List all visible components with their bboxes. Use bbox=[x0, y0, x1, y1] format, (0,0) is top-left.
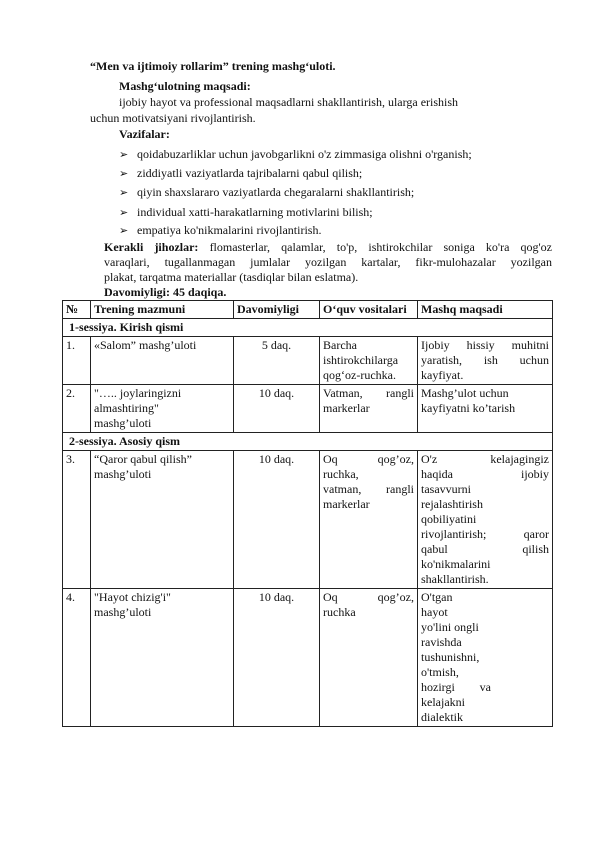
goal-text-line2: uchun motivatsiyani rivojlantirish. bbox=[90, 111, 256, 125]
row-number: 3. bbox=[63, 451, 91, 589]
row-number: 1. bbox=[63, 337, 91, 385]
equipment-line1 bbox=[104, 240, 552, 255]
goal-text-line1: ijobiy hayot va professional maqsadlarni shakllantirish, ularga erishish bbox=[119, 95, 459, 109]
section-row bbox=[63, 319, 553, 337]
arrow-bullet-icon: ➢ bbox=[119, 167, 129, 180]
table-row bbox=[63, 385, 553, 433]
row-duration: 5 daq. bbox=[234, 337, 320, 385]
row-duration: 10 daq. bbox=[234, 385, 320, 433]
task-item: ➢ qoidabuzarliklar uchun javobgarlikni o'z zimmasiga olishni o'rganish; bbox=[119, 147, 472, 161]
row-tools: Vatman, rangli markerlar bbox=[320, 385, 418, 433]
row-tools: Barcha ishtirokchilarga qog‘oz-ruchka. bbox=[320, 337, 418, 385]
header-goal: Mashq maqsadi bbox=[418, 301, 553, 319]
row-number: 4. bbox=[63, 589, 91, 727]
equipment-label: Kerakli jihozlar: bbox=[104, 240, 199, 254]
arrow-bullet-icon: ➢ bbox=[119, 224, 129, 237]
document-title: “Men va ijtimoiy rollarim” trening mashg‘uloti. bbox=[90, 59, 336, 73]
header-tools: O‘quv vositalari bbox=[320, 301, 418, 319]
training-table bbox=[62, 300, 553, 727]
row-duration: 10 daq. bbox=[234, 451, 320, 589]
row-content: "Hayot chizig'i" mashg’uloti bbox=[91, 589, 234, 727]
task-item: ➢ ziddiyatli vaziyatlarda tajribalarni qabul qilish; bbox=[119, 166, 363, 180]
arrow-bullet-icon: ➢ bbox=[119, 206, 129, 219]
table-row bbox=[63, 337, 553, 385]
equipment-line2: varaqlari, tugallanmagan jumlalar yozilgan kartalar, fikr-mulohazalar yozilgan bbox=[104, 255, 552, 269]
section-title: 2-sessiya. Asosiy qism bbox=[63, 433, 553, 451]
row-goal: Ijobiy hissiy muhitni yaratish, ish uchun kayfiyat. bbox=[418, 337, 553, 385]
row-content: "….. joylaringizni almashtiring" mashg’uloti bbox=[91, 385, 234, 433]
row-duration: 10 daq. bbox=[234, 589, 320, 727]
header-duration: Davomiyligi bbox=[234, 301, 320, 319]
row-content: «Salom” mashg’uloti bbox=[91, 337, 234, 385]
goal-heading: Mashg‘ulotning maqsadi: bbox=[119, 79, 251, 93]
row-number: 2. bbox=[63, 385, 91, 433]
table-row bbox=[63, 589, 553, 727]
header-number: № bbox=[63, 301, 91, 319]
header-content: Trening mazmuni bbox=[91, 301, 234, 319]
duration-text: Davomiyligi: 45 daqiqa. bbox=[104, 285, 227, 299]
row-tools: Oq qog’oz, ruchka, vatman, rangli markerlar bbox=[320, 451, 418, 589]
table-row bbox=[63, 451, 553, 589]
row-goal: Mashg’ulot uchun kayfiyatni ko’tarish bbox=[418, 385, 553, 433]
task-item: ➢ qiyin shaxslararo vaziyatlarda chegaralarni shakllantirish; bbox=[119, 185, 415, 199]
row-goal: O'tgan hayot yo'lini ongli ravishda tushunishni, o'tmish, hozirgi va kelajakni dialektik bbox=[418, 589, 553, 727]
task-item: ➢ empatiya ko'nikmalarini rivojlantirish. bbox=[119, 223, 322, 237]
arrow-bullet-icon: ➢ bbox=[119, 186, 129, 199]
equipment-line3: plakat, tarqatma materiallar (tasdiqlar bilan eslatma). bbox=[104, 270, 359, 284]
row-goal: O'z kelajagingiz haqida ijobiy tasavvurni rejalashtirish qobiliyatini rivojlantirish; qaror qabul qilish ko'nikmalarini shakllantirish. bbox=[418, 451, 553, 589]
row-tools: Oq qog’oz, ruchka bbox=[320, 589, 418, 727]
task-item: ➢ individual xatti-harakatlarning motivlarini bilish; bbox=[119, 205, 373, 219]
arrow-bullet-icon: ➢ bbox=[119, 148, 129, 161]
row-content: “Qaror qabul qilish” mashg’uloti bbox=[91, 451, 234, 589]
section-row bbox=[63, 433, 553, 451]
table-header-row bbox=[63, 301, 553, 319]
section-title: 1-sessiya. Kirish qismi bbox=[63, 319, 553, 337]
tasks-heading: Vazifalar: bbox=[119, 127, 170, 141]
equipment-text: flomasterlar, qalamlar, to'p, ishtirokchilar soniga ko'ra qog'oz bbox=[209, 240, 553, 254]
